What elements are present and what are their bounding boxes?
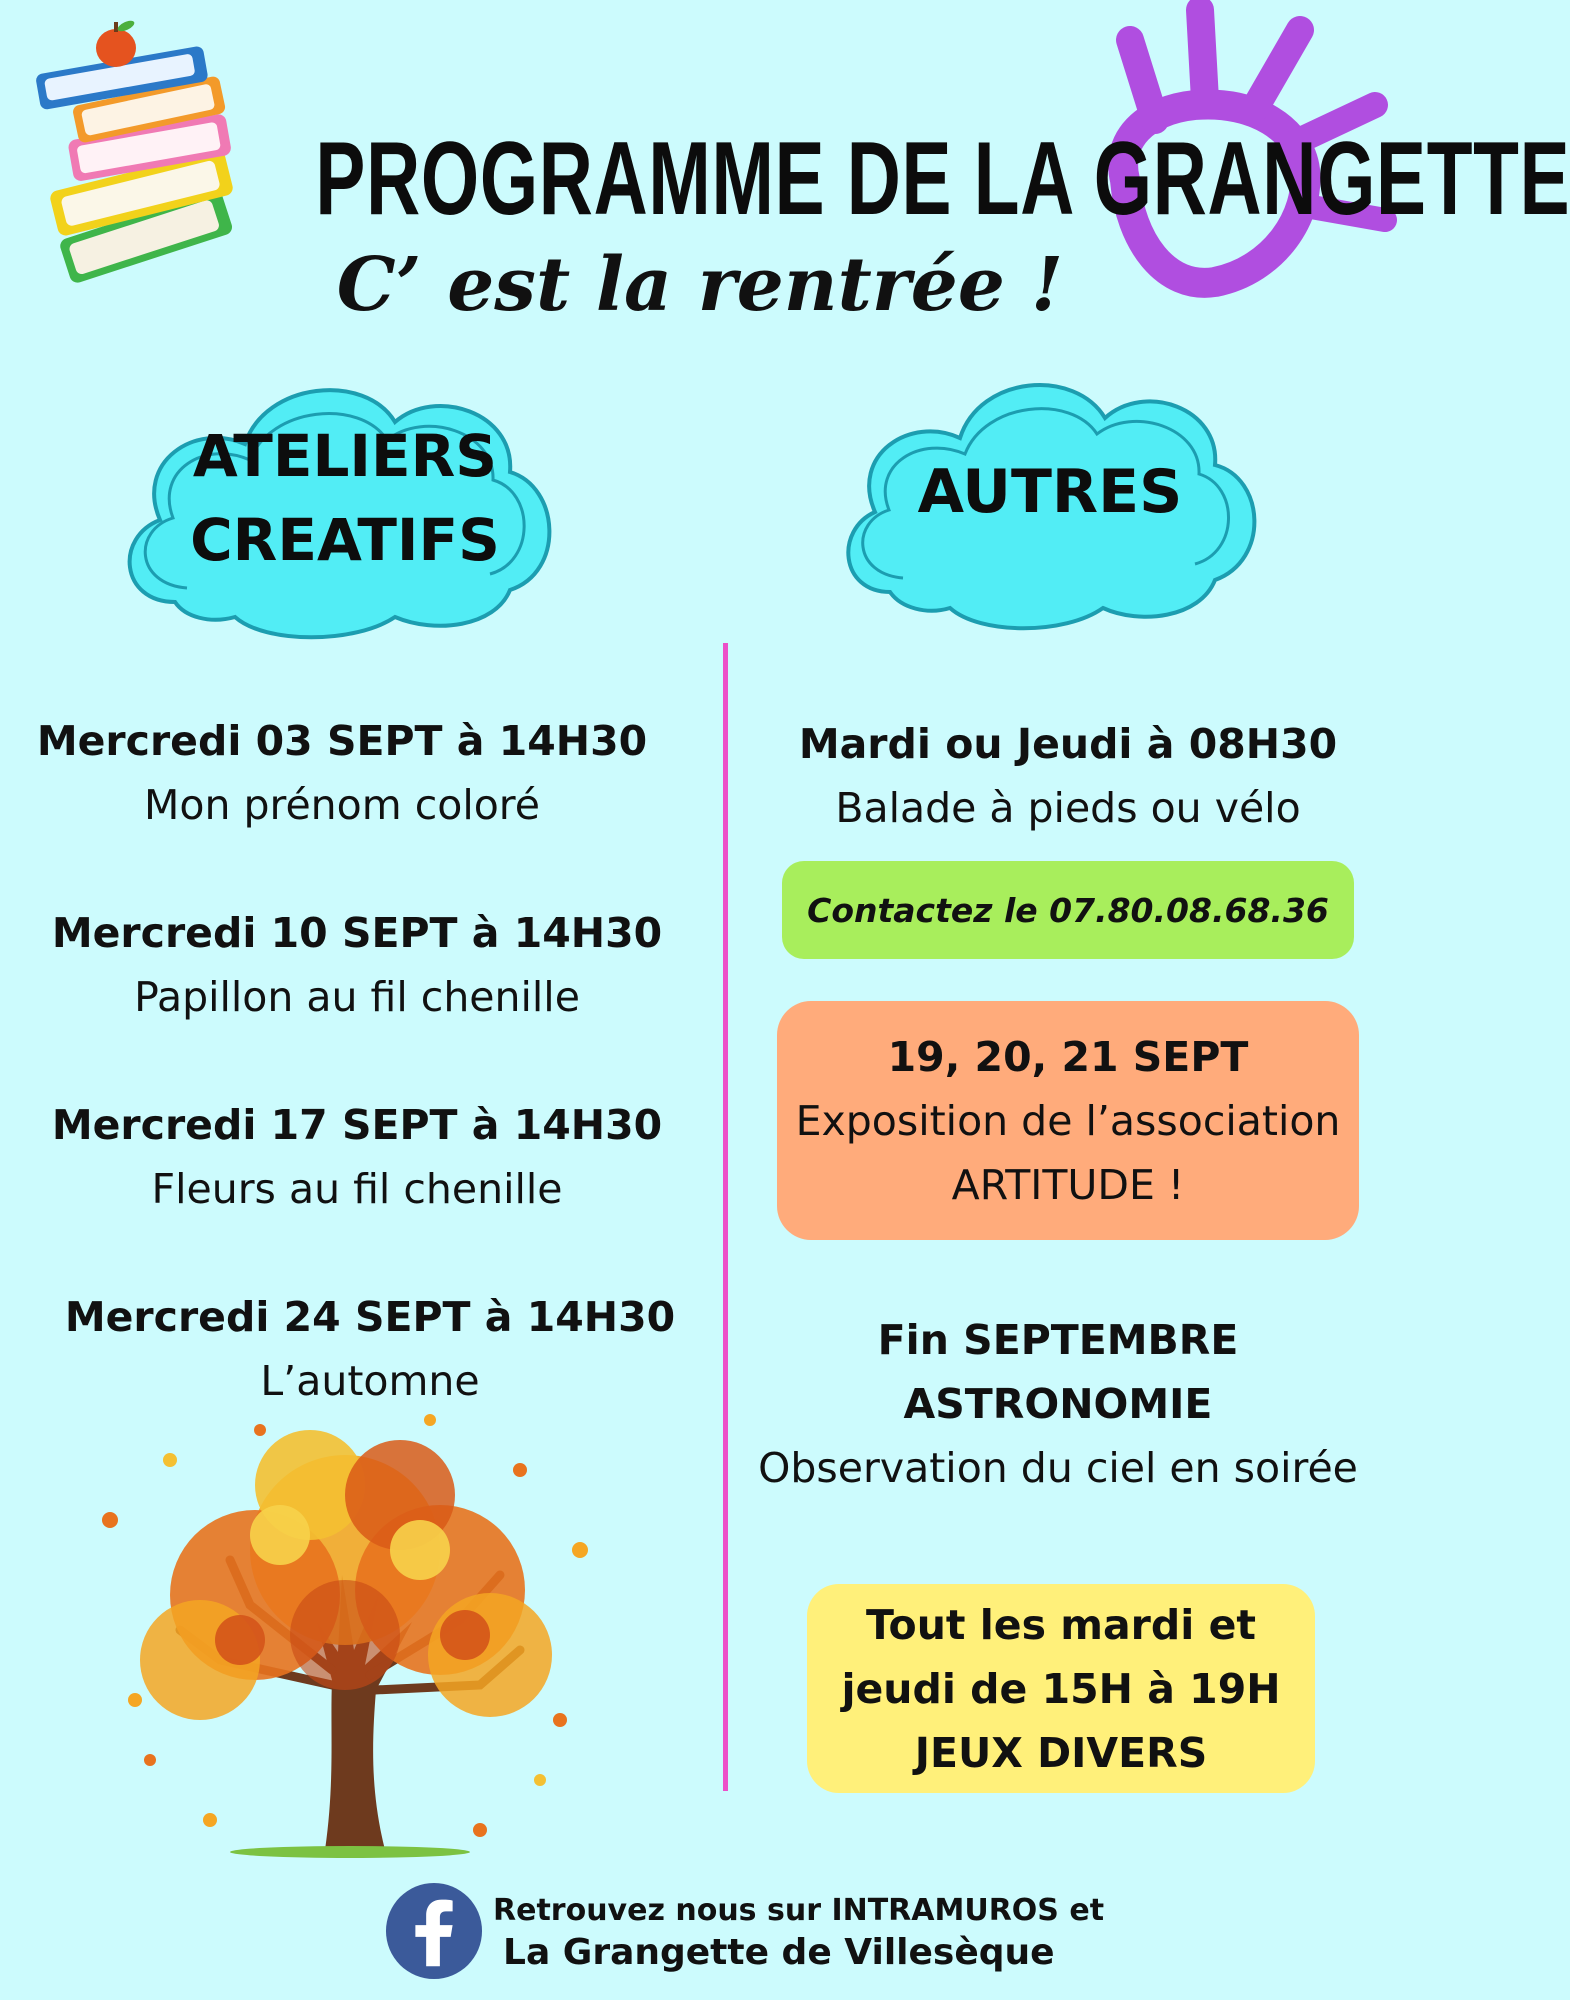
walk-date: Mardi ou Jeudi à 08H30 <box>798 720 1338 768</box>
ateliers-heading-line1: ATELIERS <box>192 422 498 490</box>
event-title: Papillon au fil chenille <box>134 973 580 1021</box>
astronomy-title: ASTRONOMIE <box>903 1380 1213 1428</box>
facebook-icon[interactable] <box>385 1882 483 1980</box>
games-pill <box>807 1584 1315 1793</box>
event-item <box>22 709 662 837</box>
astronomy-block <box>728 1308 1388 1500</box>
ateliers-heading <box>155 414 535 582</box>
page-title: PROGRAMME DE LA GRANGETTE <box>315 121 1570 237</box>
event-date: Mercredi 03 SEPT à 14H30 <box>36 717 648 765</box>
ateliers-heading-line2: CREATIFS <box>190 506 500 574</box>
contact-phone: Contactez le 07.80.08.68.36 <box>807 890 1329 930</box>
expo-pill <box>777 1001 1359 1240</box>
contact-pill <box>782 861 1354 959</box>
event-date: Mercredi 17 SEPT à 14H30 <box>51 1101 663 1149</box>
books-stack-icon <box>22 10 262 290</box>
footer-line2: La Grangette de Villesèque <box>503 1932 1055 1973</box>
astronomy-desc: Observation du ciel en soirée <box>758 1444 1358 1492</box>
autumn-tree-icon <box>80 1400 610 1855</box>
expo-dates: 19, 20, 21 SEPT <box>887 1032 1249 1081</box>
event-item <box>37 901 677 1029</box>
page-subtitle: C’ est la rentrée ! <box>336 242 1064 328</box>
event-item <box>50 1285 690 1413</box>
event-title: Fleurs au fil chenille <box>151 1165 563 1213</box>
games-line2: jeudi de 15H à 19H <box>841 1664 1281 1713</box>
games-line1: Tout les mardi et <box>866 1600 1256 1649</box>
walk-title: Balade à pieds ou vélo <box>835 784 1301 832</box>
walk-block <box>748 712 1388 840</box>
event-title: Mon prénom coloré <box>143 781 540 829</box>
expo-line2: ARTITUDE ! <box>951 1160 1185 1209</box>
event-title: L’automne <box>260 1357 480 1405</box>
event-date: Mercredi 24 SEPT à 14H30 <box>64 1293 676 1341</box>
games-line3: JEUX DIVERS <box>914 1728 1208 1777</box>
autres-heading: AUTRES <box>917 457 1183 527</box>
footer-line1: Retrouvez nous sur INTRAMUROS et <box>493 1893 1105 1928</box>
column-divider <box>723 643 728 1791</box>
astronomy-date: Fin SEPTEMBRE <box>877 1316 1239 1364</box>
expo-line1: Exposition de l’association <box>795 1096 1341 1145</box>
event-item <box>37 1093 677 1221</box>
event-date: Mercredi 10 SEPT à 14H30 <box>51 909 663 957</box>
